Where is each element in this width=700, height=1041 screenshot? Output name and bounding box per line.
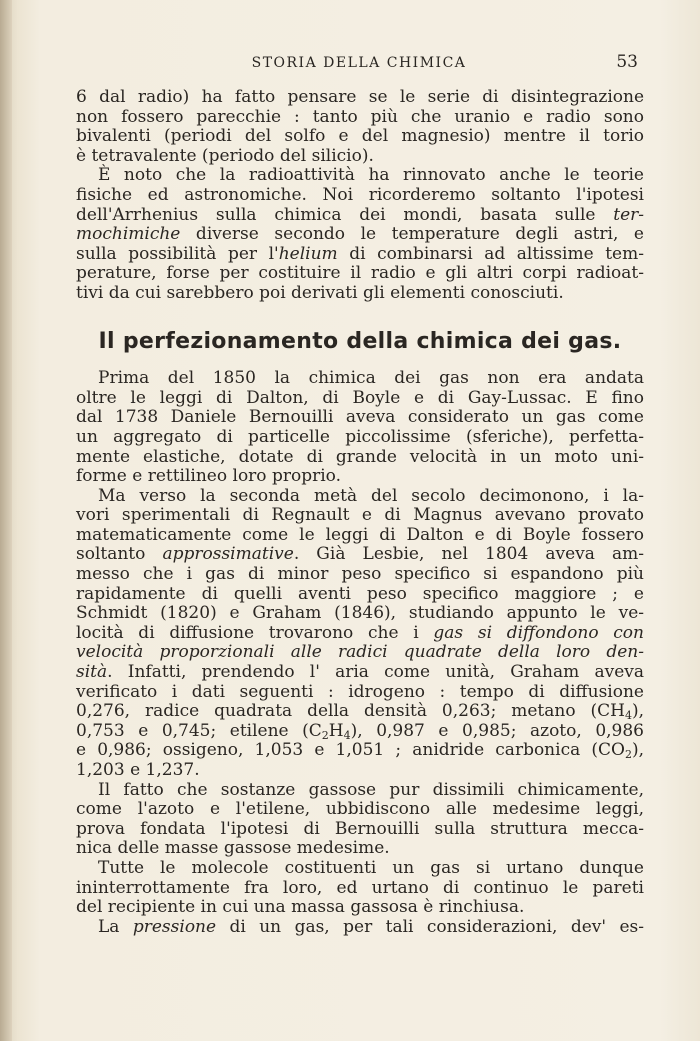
text-line: è tetravalente (periodo del silicio). [76, 145, 374, 166]
text-line: prova fondata l'ipotesi di Bernouilli sulla struttura mecca- [76, 818, 644, 839]
text-line: bivalenti (periodi del solfo e del magnesio) mentre il torio [76, 126, 644, 147]
body-text [76, 88, 644, 937]
text-line: oltre le leggi di Dalton, di Boyle e di Gay-Lussac. E fino [76, 387, 644, 408]
text-line: Tutte le molecole costituenti un gas si urtano dunque [98, 857, 644, 878]
text-line: mochimiche diverse secondo le temperature degli astri, e [76, 224, 644, 245]
text-line: sità. Infatti, prendendo l' aria come unità, Graham aveva [76, 662, 644, 683]
paragraph [76, 369, 644, 487]
text-line: messo che i gas di minor peso specifico si espandono più [76, 564, 644, 585]
text-line: Prima del 1850 la chimica dei gas non era andata [98, 368, 644, 389]
text-line: dell'Arrhenius sulla chimica dei mondi, basata sulle ter- [76, 204, 644, 225]
text-line: come l'azoto e l'etilene, ubbidiscono alle medesime leggi, [76, 799, 644, 820]
text-line: rapidamente di quelli aventi peso specifico maggiore ; e [76, 583, 644, 604]
text-line: 6 dal radio) ha fatto pensare se le serie di disintegrazione [76, 87, 644, 107]
text-line: dal 1738 Daniele Bernouilli aveva considerato un gas come [76, 407, 644, 428]
running-header [76, 52, 642, 76]
paragraph [76, 88, 644, 166]
text-line: tivi da cui sarebbero poi derivati gli elementi conosciuti. [76, 282, 564, 303]
text-line: e 0,986; ossigeno, 1,053 e 1,051 ; anidride carbonica $(CO_2)$, [76, 740, 644, 762]
text-line: Il fatto che sostanze gassose pur dissimili chimicamente, [98, 779, 644, 800]
text-line: 0,753 e 0,745; etilene $(C_2H_4)$, 0,987 e 0,985; azoto, 0,986 [76, 720, 644, 742]
paragraph [76, 166, 644, 303]
paragraph [76, 781, 644, 859]
text-line: mente elastiche, dotate di grande velocità in un moto uni- [76, 446, 644, 467]
text-line: 1,203 e 1,237. [76, 760, 200, 780]
text-line: ininterrottamente fra loro, ed urtano di continuo le pareti [76, 877, 644, 898]
text-line: Schmidt (1820) e Graham (1846), studiando appunto le ve- [76, 603, 644, 624]
text-line: un aggregato di particelle piccolissime (sferiche), perfetta- [76, 426, 644, 447]
text-line: La pressione di un gas, per tali considerazioni, dev' es- [98, 916, 644, 937]
text-line: del recipiente in cui una massa gassosa è rinchiusa. [76, 897, 525, 918]
text-line: verificato i dati seguenti : idrogeno : tempo di diffusione [76, 681, 644, 702]
section-heading: Il perfezionamento della chimica dei gas. [98, 328, 622, 354]
text-line: vori sperimentali di Regnault e di Magnus avevano provato [76, 505, 644, 526]
text-line: È noto che la radioattività ha rinnovato anche le teorie [98, 165, 644, 186]
text-line: non fossero parecchie : tanto più che uranio e radio sono [76, 106, 644, 127]
text-line: nica delle masse gassose medesime. [76, 838, 390, 859]
page-number: 53 [616, 52, 638, 72]
text-line: Ma verso la seconda metà del secolo decimonono, i la- [98, 485, 644, 506]
text-line: locità di diffusione trovarono che i gas si diffondono con [76, 622, 644, 643]
text-line: soltanto approssimative. Già Lesbie, nel 1804 aveva am- [76, 544, 644, 565]
paragraph [76, 918, 644, 938]
text-line: fisiche ed astronomiche. Noi ricorderemo soltanto l'ipotesi [76, 184, 644, 205]
running-title: STORIA DELLA CHIMICA [251, 55, 467, 71]
text-line: 0,276, radice quadrata della densità 0,263; metano $(CH_4)$, [76, 701, 644, 723]
text-line: matematicamente come le leggi di Dalton e di Boyle fossero [76, 524, 644, 545]
paragraph [76, 859, 644, 918]
text-line: perature, forse per costituire il radio e gli altri corpi radioat- [76, 263, 644, 284]
text-line: sulla possibilità per l'helium di combinarsi ad altissime tem- [76, 243, 644, 264]
paragraph [76, 487, 644, 781]
text-line: forme e rettilineo loro proprio. [76, 466, 341, 487]
text-line: velocità proporzionali alle radici quadrate della loro den- [76, 642, 644, 663]
book-spine-shadow [0, 0, 12, 1041]
